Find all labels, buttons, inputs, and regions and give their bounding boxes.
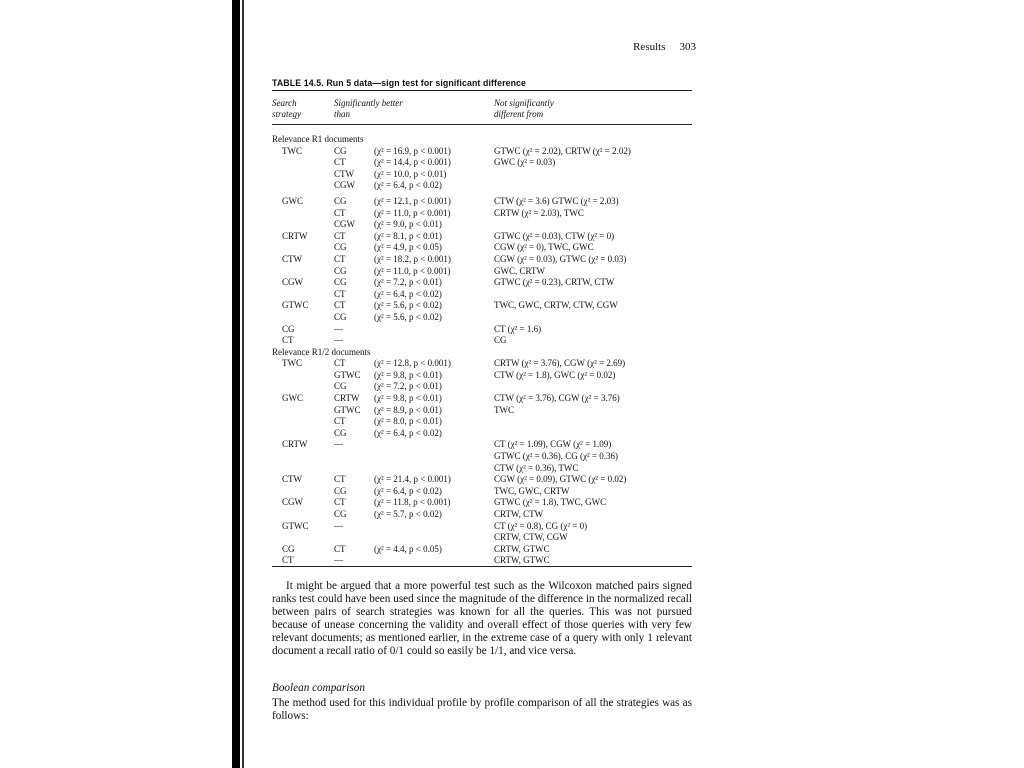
not-different-cell: CRTW (χ² = 3.76), CGW (χ² = 2.69): [494, 358, 626, 369]
statistic-cell: (χ² = 6.4, p < 0.02): [374, 288, 442, 299]
statistic-cell: (χ² = 12.1, p < 0.001): [374, 195, 451, 206]
table-row: [272, 169, 692, 181]
strategy-cell: CT: [282, 335, 294, 346]
better-than-cell: CT: [334, 253, 346, 264]
statistic-cell: (χ² = 21.4, p < 0.001): [374, 474, 451, 485]
statistic-cell: (χ² = 18.2, p < 0.001): [374, 253, 451, 264]
table-row: [272, 242, 692, 254]
strategy-cell: CRTW: [282, 439, 308, 450]
strategy-cell: GTWC: [282, 300, 309, 311]
statistic-cell: (χ² = 8.9, p < 0.01): [374, 404, 442, 415]
not-different-cell: TWC: [494, 404, 514, 415]
statistic-cell: (χ² = 9.8, p < 0.01): [374, 369, 442, 380]
better-than-cell: CG: [334, 145, 347, 156]
not-different-cell: TWC, GWC, CRTW, CTW, CGW: [494, 300, 618, 311]
not-different-cell: GTWC (χ² = 0.03), CTW (χ² = 0): [494, 230, 615, 241]
table-row: [272, 405, 692, 417]
header-title: Results: [633, 41, 666, 53]
not-different-cell: CGW (χ² = 0.03), GTWC (χ² = 0.03): [494, 253, 627, 264]
statistic-cell: (χ² = 12.8, p < 0.001): [374, 358, 451, 369]
table-bottom-rule: [272, 566, 692, 567]
statistic-cell: (χ² = 7.2, p < 0.01): [374, 381, 442, 392]
better-than-cell: GTWC: [334, 404, 361, 415]
statistic-cell: (χ² = 5.6, p < 0.02): [374, 311, 442, 322]
not-different-cell: GTWC (χ² = 2.02), CRTW (χ² = 2.02): [494, 145, 631, 156]
statistic-cell: (χ² = 10.0, p < 0.01): [374, 168, 447, 179]
table-row: [272, 532, 692, 544]
not-different-cell: CRTW (χ² = 2.03), TWC: [494, 207, 584, 218]
strategy-cell: CGW: [282, 497, 303, 508]
better-than-cell: CG: [334, 427, 347, 438]
better-than-cell: CG: [334, 509, 347, 519]
better-than-cell: CT: [334, 474, 346, 485]
table-row: [272, 521, 692, 533]
better-than-cell: CG: [334, 485, 347, 496]
statistic-cell: (χ² = 4.9, p < 0.05): [374, 242, 442, 253]
table-row: [272, 180, 692, 192]
statistic-cell: (χ² = 8.1, p < 0.01): [374, 230, 442, 241]
table-row: [272, 439, 692, 451]
statistic-cell: (χ² = 8.0, p < 0.01): [374, 416, 442, 427]
better-than-cell: CT: [334, 157, 346, 168]
strategy-cell: TWC: [282, 145, 302, 156]
better-than-cell: CG: [334, 311, 347, 322]
not-different-cell: CG: [494, 335, 507, 346]
table-row: [272, 358, 692, 370]
better-than-cell: CT: [334, 543, 346, 554]
better-than-cell: CG: [334, 277, 347, 288]
not-different-cell: GTWC (χ² = 0.23), CRTW, CTW: [494, 277, 615, 288]
section-heading: Boolean comparison: [272, 682, 365, 694]
not-different-cell: CRTW, CTW, CGW: [494, 532, 568, 543]
table-row: [272, 370, 692, 382]
section-paragraph: The method used for this individual profile by profile comparison of all the strategies was as follows:: [272, 697, 692, 722]
table-row: [272, 231, 692, 243]
table-top-rule: [272, 90, 692, 91]
table-caption: TABLE 14.5. Run 5 data—sign test for significant difference: [272, 78, 527, 88]
statistic-cell: (χ² = 5.7, p < 0.02): [374, 509, 442, 519]
not-different-cell: CTW (χ² = 3.76), CGW (χ² = 3.76): [494, 393, 620, 404]
statistic-cell: (χ² = 6.4, p < 0.02): [374, 485, 442, 496]
strategy-cell: CTW: [282, 253, 302, 264]
better-than-cell: —: [334, 520, 343, 531]
table-body: [272, 134, 692, 567]
table-row: [272, 300, 692, 312]
strategy-cell: GWC: [282, 393, 303, 404]
not-different-cell: TWC, GWC, CRTW: [494, 485, 570, 496]
not-different-cell: GWC, CRTW: [494, 265, 545, 276]
statistic-cell: (χ² = 11.0, p < 0.001): [374, 207, 451, 218]
not-different-cell: CGW (χ² = 0.09), GTWC (χ² = 0.02): [494, 474, 627, 485]
better-than-cell: CG: [334, 195, 347, 206]
strategy-cell: GWC: [282, 195, 303, 206]
not-different-cell: CGW (χ² = 0), TWC, GWC: [494, 242, 594, 253]
table-group-heading: [272, 347, 692, 359]
better-than-cell: CGW: [334, 180, 355, 191]
table-row: [272, 428, 692, 440]
column-header-better: Significantly better than: [334, 98, 403, 119]
table-row: [272, 463, 692, 475]
table-row: [272, 277, 692, 289]
better-than-cell: CT: [334, 416, 346, 427]
better-than-cell: —: [334, 555, 343, 566]
not-different-cell: CT (χ² = 0.8), CG (χ² = 0): [494, 520, 588, 531]
table-row: [272, 416, 692, 428]
table-row: [272, 497, 692, 509]
page-number: 303: [679, 41, 696, 53]
table-row: [272, 196, 692, 208]
statistic-cell: (χ² = 9.0, p < 0.01): [374, 219, 442, 230]
table-row: [272, 474, 692, 486]
statistic-cell: (χ² = 6.4, p < 0.02): [374, 427, 442, 438]
table-header-rule: [272, 124, 692, 125]
table-row: [272, 254, 692, 266]
table-row: [272, 381, 692, 393]
better-than-cell: CRTW: [334, 393, 360, 404]
table-row: [272, 289, 692, 301]
strategy-cell: CTW: [282, 474, 302, 485]
not-different-cell: CTW (χ² = 3.6) GTWC (χ² = 2.03): [494, 195, 619, 206]
strategy-cell: GTWC: [282, 520, 309, 531]
table-row: [272, 219, 692, 231]
table-row: [272, 451, 692, 463]
table-row: [272, 324, 692, 336]
table-row: [272, 146, 692, 158]
better-than-cell: CG: [334, 381, 347, 392]
statistic-cell: (χ² = 6.4, p < 0.02): [374, 180, 442, 191]
better-than-cell: CTW: [334, 168, 354, 179]
better-than-cell: CG: [334, 242, 347, 253]
not-different-cell: GWC (χ² = 0.03): [494, 157, 556, 168]
statistic-cell: (χ² = 11.0, p < 0.001): [374, 265, 451, 276]
not-different-cell: CRTW, GTWC: [494, 543, 550, 554]
not-different-cell: GTWC (χ² = 1.8), TWC, GWC: [494, 497, 607, 508]
strategy-cell: TWC: [282, 358, 302, 369]
better-than-cell: CGW: [334, 219, 355, 230]
book-spine-shadow: [232, 0, 240, 768]
not-different-cell: CTW (χ² = 1.8), GWC (χ² = 0.02): [494, 369, 616, 380]
better-than-cell: —: [334, 335, 343, 346]
strategy-cell: CG: [282, 323, 295, 334]
group-label: Relevance R1 documents: [272, 134, 364, 144]
better-than-cell: CG: [334, 265, 347, 276]
not-different-cell: CTW (χ² = 0.36), TWC: [494, 462, 579, 473]
body-paragraph: It might be argued that a more powerful test such as the Wilcoxon matched pairs signed ranks test could have been used since the magnitude of the difference in the normalized recall between pairs of search strategies was known for all the queries. This was not pursued because of unease concerning the validity and overall effect of those queries with very few relevant documents; as mentioned earlier, in the extreme case of a query with only 1 relevant document a recall ratio of 0/1 could so easily be 1/1, and vice versa.: [272, 580, 692, 657]
table-row: [272, 544, 692, 556]
table-row: [272, 393, 692, 405]
table-row: [272, 312, 692, 324]
table-row: [272, 157, 692, 169]
better-than-cell: CT: [334, 497, 346, 508]
statistic-cell: (χ² = 7.2, p < 0.01): [374, 277, 442, 288]
not-different-cell: CT (χ² = 1.09), CGW (χ² = 1.09): [494, 439, 612, 450]
better-than-cell: CT: [334, 207, 346, 218]
better-than-cell: —: [334, 439, 343, 450]
table-row: [272, 335, 692, 347]
running-header: [272, 42, 696, 54]
better-than-cell: CT: [334, 288, 346, 299]
table-row: [272, 486, 692, 498]
better-than-cell: CT: [334, 230, 346, 241]
statistic-cell: (χ² = 9.8, p < 0.01): [374, 393, 442, 404]
statistic-cell: (χ² = 14.4, p < 0.001): [374, 157, 451, 168]
strategy-cell: CT: [282, 555, 294, 566]
not-different-cell: GTWC (χ² = 0.36), CG (χ² = 0.36): [494, 451, 619, 462]
better-than-cell: —: [334, 323, 343, 334]
not-different-cell: CT (χ² = 1.6): [494, 323, 542, 334]
statistic-cell: (χ² = 5.6, p < 0.02): [374, 300, 442, 311]
table-row: [272, 266, 692, 278]
strategy-cell: CGW: [282, 277, 303, 288]
not-different-cell: CRTW, CTW: [494, 509, 544, 519]
statistic-cell: (χ² = 16.9, p < 0.001): [374, 145, 451, 156]
table-group-heading: [272, 134, 692, 146]
statistic-cell: (χ² = 4.4, p < 0.05): [374, 543, 442, 554]
strategy-cell: CG: [282, 543, 295, 554]
better-than-cell: CT: [334, 300, 346, 311]
not-different-cell: CRTW, GTWC: [494, 555, 550, 566]
better-than-cell: GTWC: [334, 369, 361, 380]
table-row: [272, 509, 692, 521]
statistic-cell: (χ² = 11.8, p < 0.001): [374, 497, 451, 508]
column-header-strategy: Search strategy: [272, 98, 301, 119]
better-than-cell: CT: [334, 358, 346, 369]
strategy-cell: CRTW: [282, 230, 308, 241]
group-label: Relevance R1/2 documents: [272, 346, 371, 357]
column-header-not-different: Not significantly different from: [494, 98, 554, 119]
table-row: [272, 208, 692, 220]
